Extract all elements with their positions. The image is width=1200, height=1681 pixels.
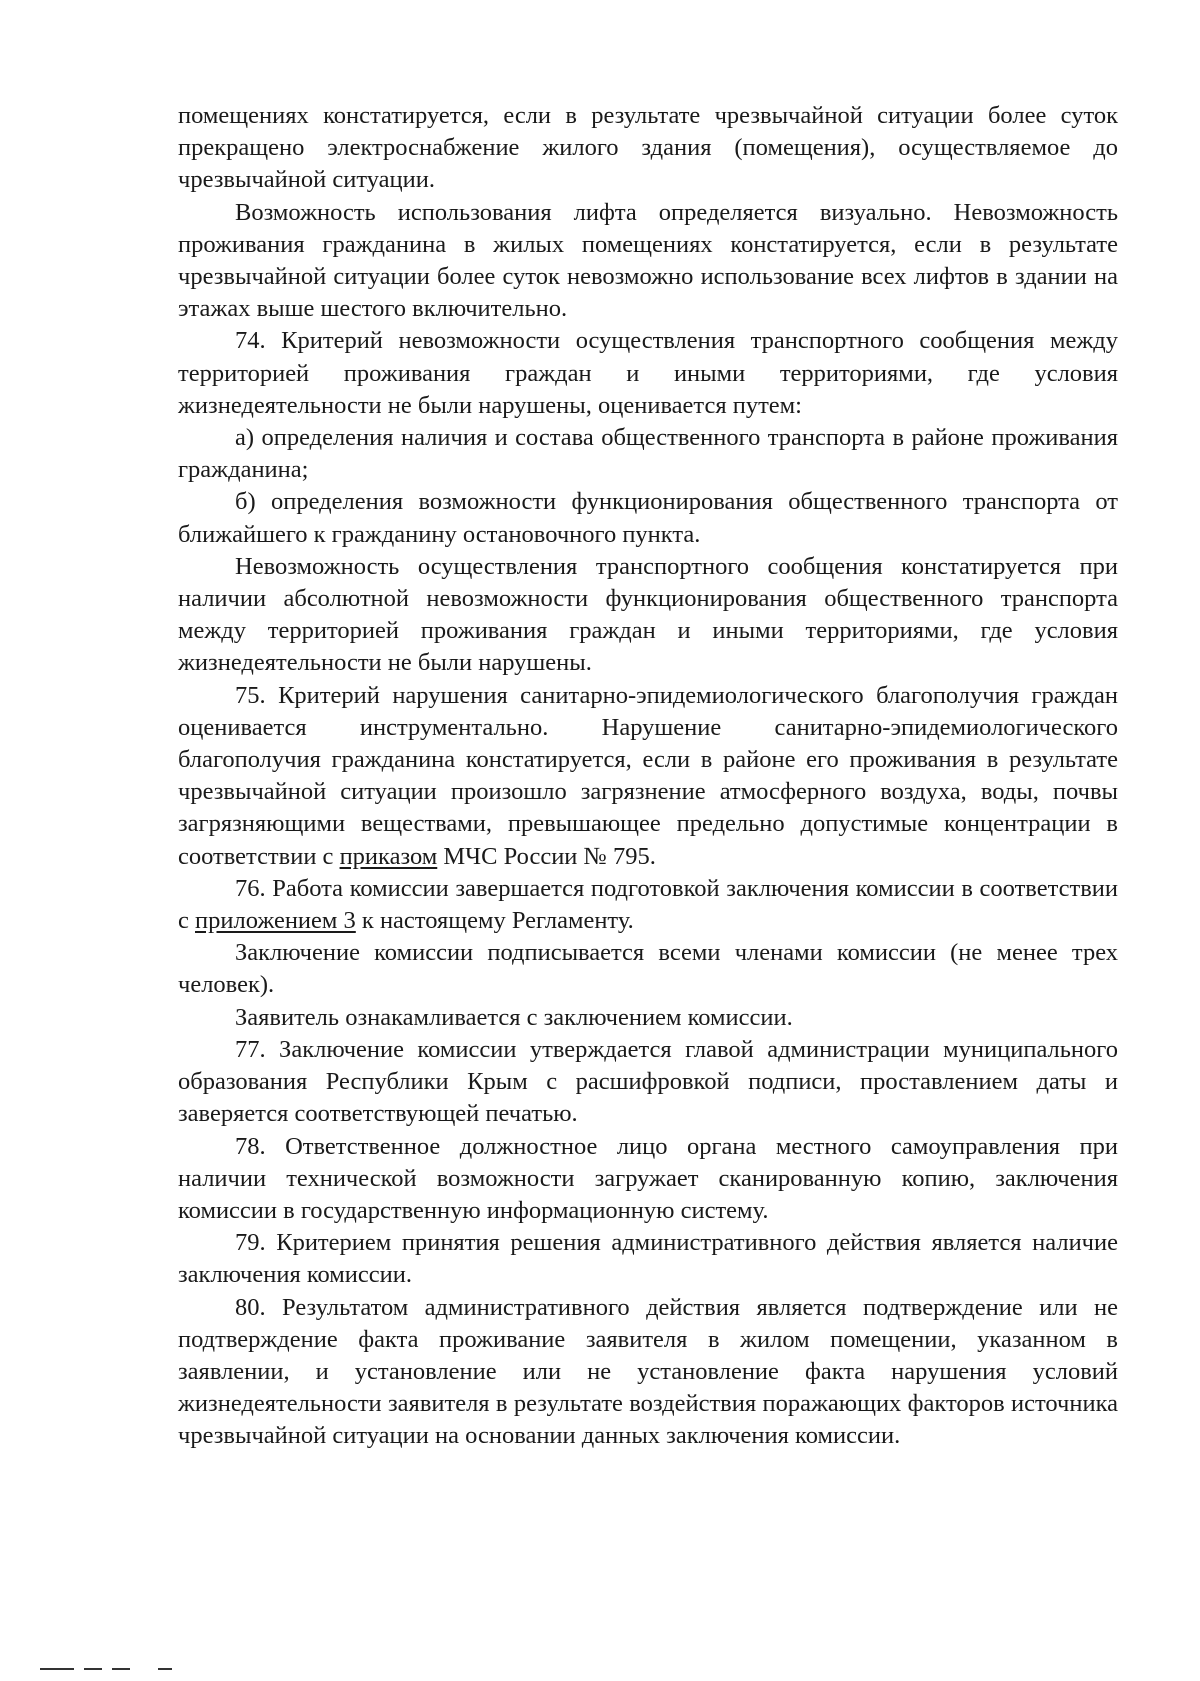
paragraph-78-upload: 78. Ответственное должностное лицо органа местного самоуправления при наличии технической возможности загружает сканированную копию, заключения комиссии в государственную информационную систему.	[178, 1132, 1118, 1224]
paragraph-elevator: Возможность использования лифта определяется визуально. Невозможность проживания гражданина в жилых помещениях констатируется, если в результате чрезвычайной ситуации более суток невозможно использование всех лифтов в здании на этажах выше шестого включительно.	[178, 198, 1118, 323]
paragraph-applicant-familiarization: Заявитель ознакамливается с заключением комиссии.	[235, 1003, 793, 1031]
paragraph-76-commission-conclusion	[178, 873, 1118, 937]
document-body	[178, 100, 1118, 1453]
paragraph-74-item-b: б) определения возможности функционирования общественного транспорта от ближайшего к гражданину остановочного пункта.	[178, 488, 1118, 548]
paragraph-76-text-after: к настоящему Регламенту.	[355, 907, 634, 935]
paragraph-74-item-a: а) определения наличия и состава общественного транспорта в районе проживания гражданина;	[178, 424, 1118, 484]
paragraph-74-transport-criterion: 74. Критерий невозможности осуществления транспортного сообщения между территорией проживания граждан и иными территориями, где условия жизнедеятельности не были нарушены, оценивается путем:	[178, 327, 1118, 419]
footer-scan-marks	[40, 1668, 180, 1671]
paragraph-77-approval: 77. Заключение комиссии утверждается главой администрации муниципального образования Республики Крым с расшифровкой подписи, проставлением даты и заверяется соответствующей печатью.	[178, 1035, 1118, 1128]
order-link[interactable]: приказом	[339, 842, 438, 870]
paragraph-75-text-before: 75. Критерий нарушения санитарно-эпидемиологического благополучия граждан оценивается инструментально. Нарушение санитарно-эпидемиологического благополучия гражданина констатируется, если в районе его проживания в результате чрезвычайной ситуации произошло загрязнение атмосферного воздуха, воды, почвы загрязняющими веществами, превышающее предельно допустимые концентрации в соответствии с	[178, 681, 1118, 870]
footer-mark	[84, 1668, 102, 1670]
paragraph-75-sanitary-criterion	[178, 680, 1118, 873]
footer-mark	[40, 1668, 74, 1670]
footer-mark	[112, 1668, 130, 1670]
paragraph-76-text-before: 76. Работа комиссии завершается подготовкой заключения комиссии в соответствии с	[178, 874, 1118, 935]
paragraph-transport-impossibility: Невозможность осуществления транспортного сообщения констатируется при наличии абсолютной невозможности функционирования общественного транспорта между территорией проживания граждан и иными территориями, где условия жизнедеятельности не были нарушены.	[178, 552, 1118, 677]
footer-mark	[158, 1668, 172, 1670]
paragraph-conclusion-signatures: Заключение комиссии подписывается всеми членами комиссии (не менее трех человек).	[178, 939, 1118, 999]
paragraph-79-decision-criterion: 79. Критерием принятия решения административного действия является наличие заключения комиссии.	[178, 1229, 1118, 1289]
paragraph-electricity-continued: помещениях констатируется, если в результате чрезвычайной ситуации более суток прекращено электроснабжение жилого здания (помещения), осуществляемое до чрезвычайной ситуации.	[178, 102, 1118, 194]
paragraph-75-text-after: МЧС России № 795.	[437, 842, 656, 870]
paragraph-80-result: 80. Результатом административного действия является подтверждение или не подтверждение факта проживание заявителя в жилом помещении, указанном в заявлении, и установление или не установление факта нарушения условий жизнедеятельности заявителя в результате воздействия поражающих факторов источника чрезвычайной ситуации на основании данных заключения комиссии.	[178, 1293, 1118, 1450]
appendix-3-link[interactable]: приложением 3	[195, 907, 356, 935]
